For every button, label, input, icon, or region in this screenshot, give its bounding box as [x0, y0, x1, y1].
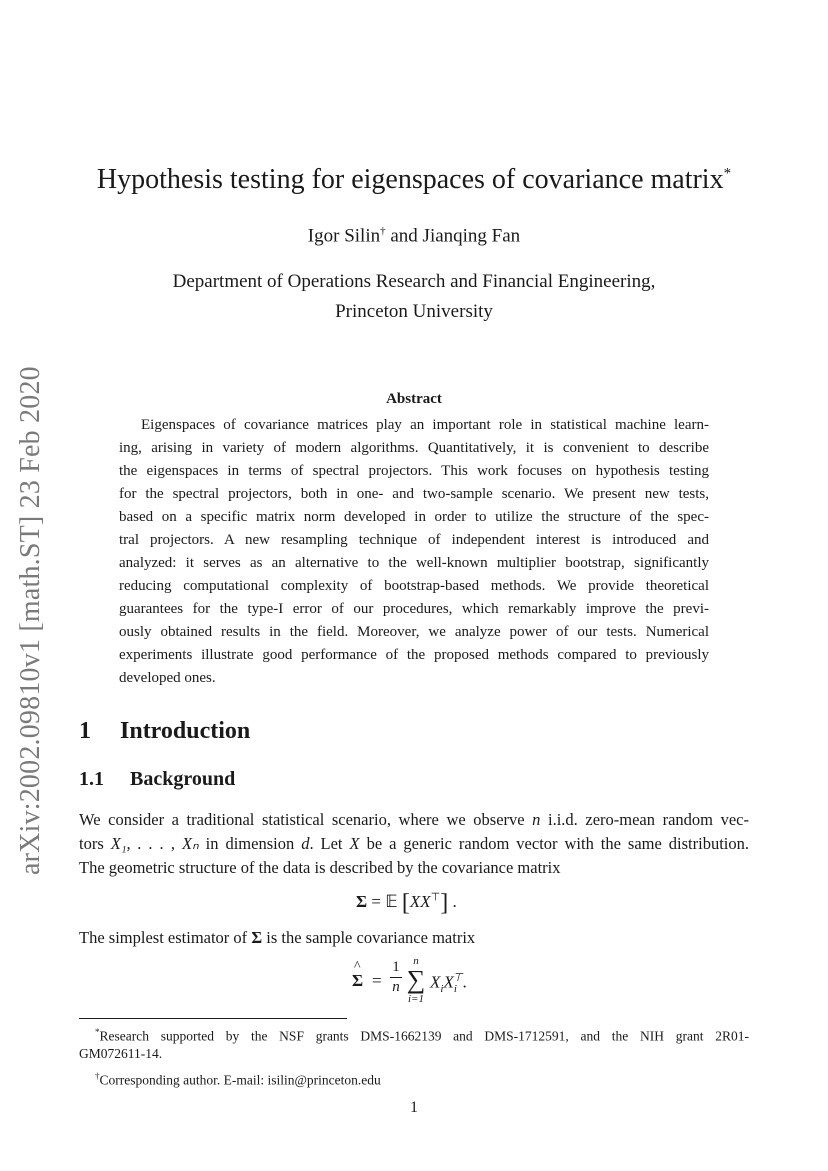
- abstract-line: for the spectral projectors, both in one- and two-sample scenario. We present new tests,: [119, 486, 709, 502]
- text-run: in dimension: [198, 834, 302, 853]
- footnote-text: Corresponding author. E-mail: isilin@princeton.edu: [99, 1072, 381, 1088]
- author-name: Jianqing Fan: [422, 225, 521, 247]
- math-variable: X: [430, 972, 441, 992]
- author-name: Igor Silin: [307, 225, 381, 247]
- text-run: be a generic random vector with the same distribution.: [359, 834, 750, 853]
- summand: [430, 971, 467, 995]
- fraction-bar: [390, 977, 402, 978]
- abstract-line: ing, arising in variety of modern algorithms. Quantitatively, it is convenient to describe: [119, 440, 709, 456]
- footnote-line: [79, 1021, 749, 1043]
- fraction-numerator: 1: [392, 959, 400, 975]
- abstract-line: reducing computational complexity of bootstrap-based methods. We provide theoretical: [119, 578, 709, 594]
- sample-covariance-equation: [352, 955, 502, 1015]
- abstract-line: Eigenspaces of covariance matrices play an important role in statistical machine learn-: [141, 417, 709, 433]
- footnote-mark: *: [95, 1027, 100, 1037]
- math-variable: d: [301, 834, 310, 853]
- equation-equals: =: [372, 971, 382, 990]
- equation-lhs: Σ: [352, 971, 364, 990]
- abstract-line: developed ones.: [119, 670, 216, 686]
- abstract-line: tral projectors. A new resampling technique of independent interest is introduced and: [119, 532, 709, 548]
- sum-symbol: ∑: [406, 965, 426, 994]
- paragraph-line: [79, 808, 749, 832]
- author-footnote-mark: †: [380, 225, 386, 237]
- subsection-heading: [79, 768, 235, 791]
- abstract-heading: Abstract: [386, 391, 442, 407]
- footnote-line: GM072611-14.: [79, 1046, 163, 1061]
- affiliation-line: Princeton University: [335, 301, 493, 322]
- math-variable: X: [443, 972, 454, 992]
- page-number: 1: [410, 1099, 418, 1116]
- abstract-line: based on a specific matrix norm developed in order to utilize the structure of the spec-: [119, 509, 709, 525]
- math-symbol: Σ: [251, 928, 263, 947]
- body-paragraph: [79, 808, 749, 880]
- section-number: 1: [79, 718, 91, 744]
- section-heading: [79, 718, 250, 745]
- expectation-symbol: 𝔼: [385, 892, 398, 911]
- math-subscript: i: [440, 983, 444, 996]
- body-paragraph: [79, 928, 475, 948]
- equation-lhs: Σ: [356, 892, 368, 911]
- author-conjunction: and: [390, 225, 418, 247]
- math-expression: X₁, . . . , Xₙ: [110, 834, 199, 853]
- footnote-mark: †: [95, 1071, 100, 1081]
- math-variable: X: [349, 834, 360, 853]
- text-run: The simplest estimator of: [79, 928, 252, 947]
- summation: [404, 955, 428, 1005]
- paragraph-line: The geometric structure of the data is described by the covariance matrix: [79, 858, 561, 877]
- abstract-line: guarantees for the type-I error of our procedures, which remarkably improve the previ-: [119, 601, 709, 617]
- paper-title: [0, 164, 828, 196]
- paper-title-text: Hypothesis testing for eigenspaces of covariance matrix: [96, 164, 724, 195]
- footnote: [95, 1065, 381, 1092]
- sum-lower-limit: i=1: [408, 993, 424, 1005]
- text-run: We consider a traditional statistical scenario, where we observe: [79, 810, 533, 829]
- transpose-symbol: ⊤: [430, 891, 441, 904]
- text-run: . Let: [309, 834, 350, 853]
- abstract-body: [119, 414, 709, 690]
- paragraph-line: [79, 832, 749, 856]
- math-subscript: i: [453, 983, 457, 996]
- sum-upper-limit: n: [413, 955, 419, 967]
- math-variable: n: [532, 810, 541, 829]
- text-run: tors: [79, 834, 111, 853]
- equation-bracket: [: [401, 890, 410, 916]
- section-title: Introduction: [120, 718, 251, 744]
- footnote-text: Research supported by the NSF grants DMS-1662139 and DMS-1712591, and the NIH grant 2R01-: [99, 1028, 749, 1044]
- equation-body: XX: [409, 892, 431, 911]
- hat-accent: ^: [354, 959, 361, 974]
- abstract-line: analyzed: it serves as an alternative to the well-known multiplier bootstrap, significantly: [119, 555, 709, 571]
- title-footnote-mark: *: [723, 165, 732, 182]
- abstract-line: ously obtained results in the field. Moreover, we analyze power of our tests. Numerical: [119, 624, 709, 640]
- footnote-rule: [79, 1018, 347, 1019]
- author-line: [0, 225, 828, 247]
- subsection-title: Background: [130, 768, 236, 790]
- equation-period: .: [452, 892, 457, 911]
- affiliation-line: Department of Operations Research and Financial Engineering,: [172, 271, 656, 292]
- text-run: is the sample covariance matrix: [262, 928, 476, 947]
- equation-period: .: [462, 972, 467, 992]
- abstract-line: the eigenspaces in terms of spectral projectors. This work focuses on hypothesis testing: [119, 463, 709, 479]
- arxiv-identifier-stamp: arXiv:2002.09810v1 [math.ST] 23 Feb 2020: [15, 366, 46, 875]
- equation-equals: =: [371, 892, 381, 911]
- covariance-equation: [356, 890, 457, 917]
- text-run: i.i.d. zero-mean random vec-: [540, 810, 749, 829]
- subsection-number: 1.1: [79, 768, 104, 790]
- footnote: [79, 1021, 749, 1065]
- equation-bracket: ]: [440, 890, 449, 916]
- transpose-symbol: ⊤: [452, 972, 463, 984]
- abstract-line: experiments illustrate good performance of the proposed methods compared to previously: [119, 647, 709, 663]
- fraction-denominator: n: [392, 979, 400, 995]
- fraction: [390, 959, 402, 996]
